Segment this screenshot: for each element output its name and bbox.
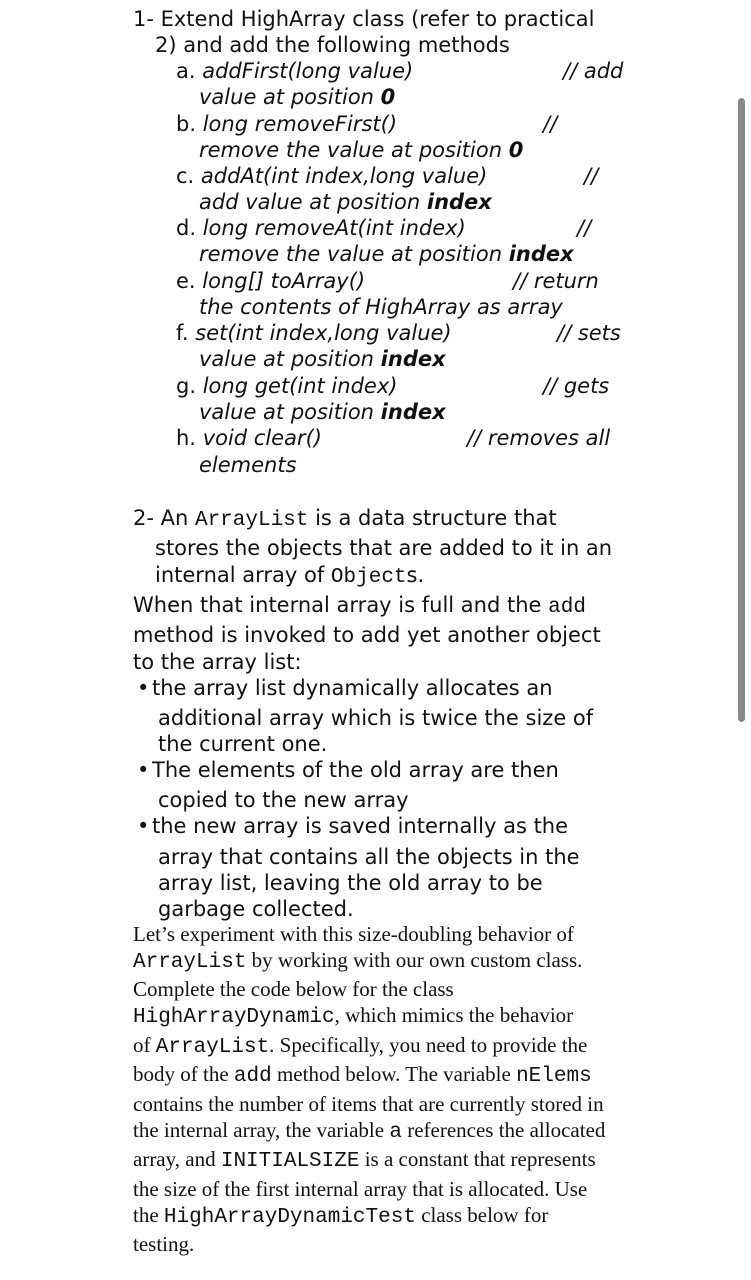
paragraph-line: array, and INITIALSIZE is a constant that represents bbox=[133, 1147, 596, 1173]
list-item: d. long removeAt(int index) bbox=[176, 216, 466, 240]
bullet-marker: • bbox=[137, 814, 150, 838]
list-item: b. long removeFirst() bbox=[176, 112, 398, 136]
list-item: f. set(int index,long value) bbox=[176, 321, 452, 345]
paragraph-line: testing. bbox=[133, 1232, 195, 1256]
list-item: h. void clear() bbox=[176, 426, 322, 450]
list-item: c. addAt(int index,long value) bbox=[176, 164, 488, 188]
paragraph-line: body of the add method below. The variable nElems bbox=[133, 1062, 592, 1088]
paragraph-line: HighArrayDynamic, which mimics the behavior bbox=[133, 1003, 574, 1029]
list-item-continuation: additional array which is twice the size of bbox=[158, 706, 594, 730]
method-description: elements bbox=[199, 453, 297, 477]
q2-line1: 2- An ArrayList is a data structure that bbox=[133, 506, 557, 532]
method-description: value at position index bbox=[199, 400, 446, 424]
paragraph-line: of ArrayList. Specifically, you need to provide the bbox=[133, 1033, 588, 1059]
paragraph-line: ArrayList by working with our own custom class. bbox=[133, 948, 583, 974]
paragraph-line: contains the number of items that are currently stored in bbox=[133, 1092, 604, 1116]
q2-paragraph-line2: method is invoked to add yet another object bbox=[133, 623, 601, 647]
q1-heading-line2: 2) and add the following methods bbox=[155, 33, 510, 57]
list-item: the new array is saved internally as the bbox=[152, 814, 569, 838]
method-description: remove the value at position index bbox=[199, 242, 574, 266]
list-item-continuation: array list, leaving the old array to be bbox=[158, 871, 543, 895]
q2-paragraph-line3: to the array list: bbox=[133, 650, 302, 674]
paragraph-line: Complete the code below for the class bbox=[133, 977, 454, 1001]
method-comment: // removes all bbox=[467, 426, 611, 450]
paragraph-line: Let’s experiment with this size-doubling behavior of bbox=[133, 922, 574, 946]
method-comment: // return bbox=[513, 269, 599, 293]
list-item: e. long[] toArray() bbox=[176, 269, 366, 293]
method-comment: // gets bbox=[543, 374, 610, 398]
method-description: value at position 0 bbox=[199, 85, 396, 109]
list-item: a. addFirst(long value) bbox=[176, 59, 414, 83]
list-item: g. long get(int index) bbox=[176, 374, 398, 398]
list-item-continuation: array that contains all the objects in the bbox=[158, 845, 580, 869]
method-comment: // bbox=[577, 216, 592, 240]
paragraph-line: the internal array, the variable a references the allocated bbox=[133, 1118, 606, 1144]
method-comment: // sets bbox=[557, 321, 621, 345]
method-comment: // bbox=[543, 112, 558, 136]
q2-line2: stores the objects that are added to it in an bbox=[155, 536, 613, 560]
paragraph-line: the size of the first internal array that is allocated. Use bbox=[133, 1177, 588, 1201]
list-item-continuation: garbage collected. bbox=[158, 897, 354, 921]
q2-line3: internal array of Objects. bbox=[155, 563, 425, 589]
list-item: The elements of the old array are then bbox=[152, 758, 559, 782]
method-comment: // bbox=[584, 164, 599, 188]
method-description: value at position index bbox=[199, 347, 446, 371]
method-comment: // add bbox=[563, 59, 624, 83]
q2-paragraph-line1: When that internal array is full and the add bbox=[133, 593, 586, 619]
bullet-marker: • bbox=[137, 758, 150, 782]
method-description: remove the value at position 0 bbox=[199, 138, 524, 162]
list-item-continuation: copied to the new array bbox=[158, 788, 409, 812]
method-description: the contents of HighArray as array bbox=[199, 295, 563, 319]
list-item-continuation: the current one. bbox=[158, 732, 328, 756]
list-item: the array list dynamically allocates an bbox=[152, 676, 553, 700]
paragraph-line: the HighArrayDynamicTest class below for bbox=[133, 1203, 549, 1229]
bullet-marker: • bbox=[137, 676, 150, 700]
q1-heading-line1: 1- Extend HighArray class (refer to practical bbox=[133, 7, 595, 31]
method-description: add value at position index bbox=[199, 190, 492, 214]
scrollbar[interactable] bbox=[738, 98, 745, 722]
